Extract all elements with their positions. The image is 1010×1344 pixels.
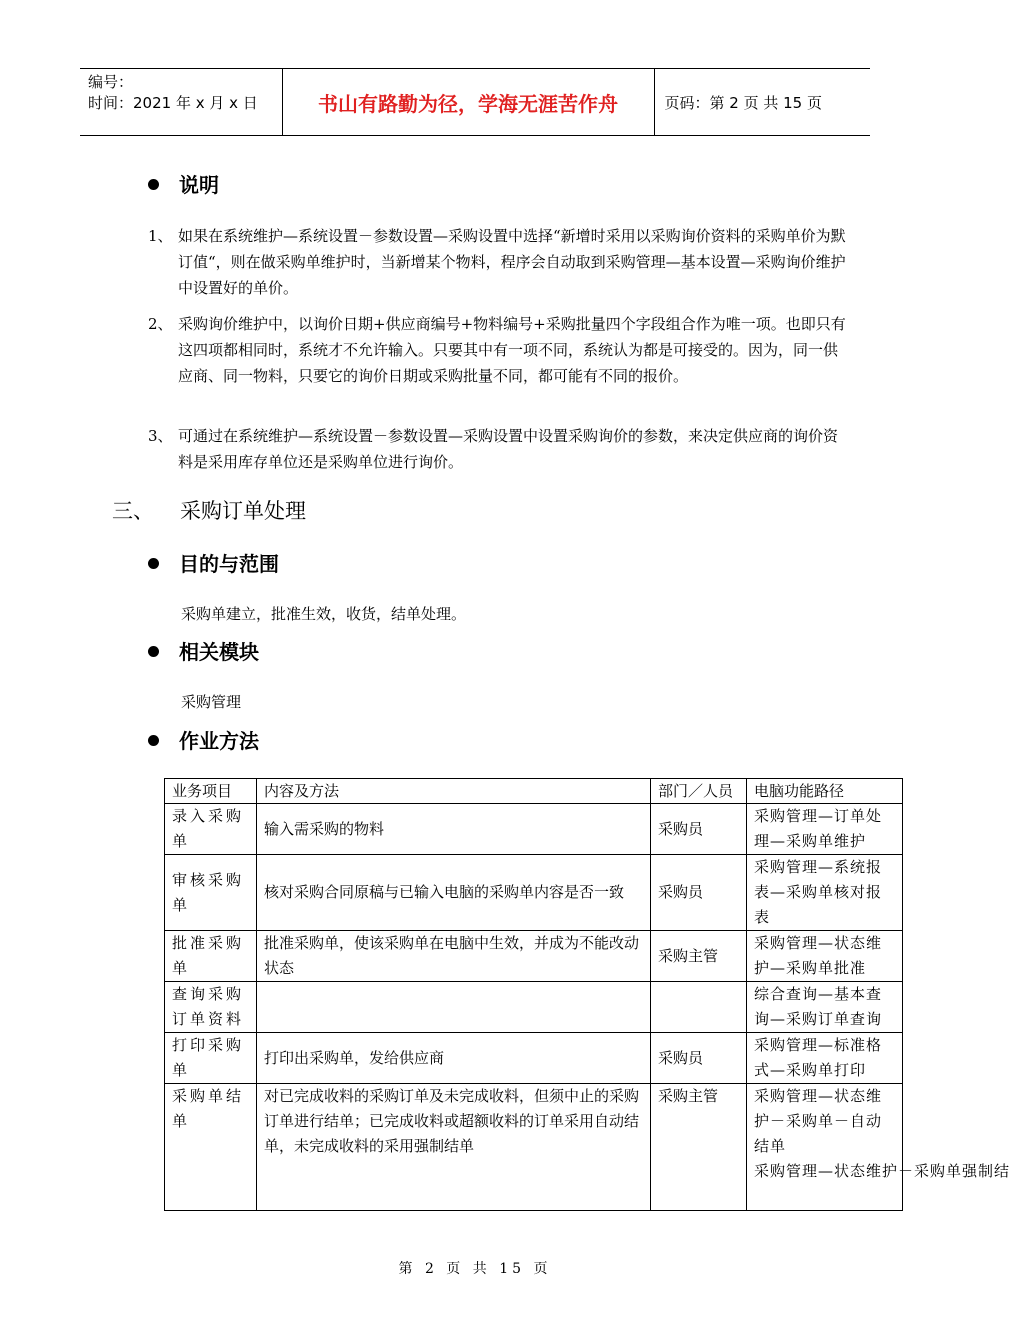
note-item-2 [148,311,848,389]
cell-path [747,1084,1010,1211]
table-row [165,982,903,1033]
purpose-text: 采购单建立，批准生效，收货，结单处理。 [181,605,467,623]
note-number: 3、 [148,427,173,445]
cell-dept: 采购员 [651,855,747,931]
procedure-table [164,778,1010,1211]
note-text: 如果在系统维护—系统设置－参数设置—采购设置中选择“新增时采用以采购询价资料的采购单价为默订值“，则在做采购单维护时，当新增某个物料，程序会自动取到采购管理—基本设置—采购询价维护中设置好的单价。 [178,227,846,297]
notes-heading-text: 说明 [179,173,219,197]
column-header: 业务项目 [165,779,257,804]
cell-path: 采购管理—订单处理—采购单维护 [747,804,903,855]
table-header-row [165,779,903,804]
purpose-heading-text: 目的与范围 [179,552,279,576]
column-header: 电脑功能路径 [747,779,903,804]
cell-path: 采购管理—状态维护—采购单批准 [747,931,903,982]
table-row [165,931,903,982]
bullet-icon [148,646,159,657]
method-heading [148,727,259,755]
modules-text: 采购管理 [181,693,242,711]
cell-path: 采购管理—系统报表—采购单核对报表 [747,855,903,931]
doc-number-label: 编号： [88,73,134,91]
bullet-icon [148,558,159,569]
note-item-3 [148,423,848,475]
header-motto-cell [282,69,654,136]
cell-path: 采购管理—标准格式—采购单打印 [747,1033,903,1084]
section-title-text: 采购订单处理 [180,499,306,523]
modules-heading [148,638,259,666]
table-row [165,1033,903,1084]
cell-content: 对已完成收料的采购订单及未完成收料，但须中止的采购订单进行结单；已完成收料或超额收料的订单采用自动结单，未完成收料的采用强制结单 [257,1084,651,1211]
notes-heading [148,171,219,199]
note-text: 采购询价维护中，以询价日期+供应商编号+物料编号+采购批量四个字段组合作为唯一项。也即只有这四项都相同时，系统才不允许输入。只要其中有一项不同，系统认为都是可接受的。因为，同一供应商、同一物料，只要它的询价日期或采购批量不同，都可能有不同的报价。 [178,315,846,385]
page-footer: 第 2 页 共 15 页 [398,1261,552,1277]
note-number: 2、 [148,315,173,333]
cell-dept: 采购员 [651,804,747,855]
table-row [165,1084,903,1211]
section-title [112,496,306,526]
cell-content: 核对采购合同原稿与已输入电脑的采购单内容是否一致 [257,855,651,931]
cell-content: 输入需采购的物料 [257,804,651,855]
page-info: 页码：第 2 页 共 15 页 [654,69,870,136]
note-number: 1、 [148,227,173,245]
bullet-icon [148,735,159,746]
cell-item: 录入采购单 [165,804,257,855]
bullet-icon [148,179,159,190]
date-label: 时间：2021 年 x 月 x 日 [88,94,258,112]
motto: 书山有路勤为径，学海无涯苦作舟 [318,91,618,116]
purpose-heading [148,550,279,578]
cell-item: 批准采购单 [165,931,257,982]
cell-item: 查询采购订单资料 [165,982,257,1033]
cell-content: 打印出采购单，发给供应商 [257,1033,651,1084]
cell-path-line: 采购管理—状态维护－采购单强制结 [754,1162,1010,1180]
cell-path: 综合查询—基本查询—采购订单查询 [747,982,903,1033]
cell-content [257,982,651,1033]
cell-content: 批准采购单，使该采购单在电脑中生效，并成为不能改动状态 [257,931,651,982]
note-text: 可通过在系统维护—系统设置－参数设置—采购设置中设置采购询价的参数，来决定供应商的询价资料是采用库存单位还是采购单位进行询价。 [178,427,839,471]
modules-heading-text: 相关模块 [179,640,259,664]
cell-path-line: 采购管理—状态维护－采购单－自动结单 [754,1087,883,1155]
header-meta [80,69,282,136]
cell-item: 打印采购单 [165,1033,257,1084]
column-header: 内容及方法 [257,779,651,804]
cell-dept: 采购员 [651,1033,747,1084]
cell-item: 审核采购单 [165,855,257,931]
cell-dept [651,982,747,1033]
page-header [80,68,870,136]
note-item-1 [148,223,848,301]
section-number: 三、 [112,499,154,523]
table-row [165,855,903,931]
cell-dept: 采购主管 [651,931,747,982]
column-header: 部门／人员 [651,779,747,804]
table-row [165,804,903,855]
cell-dept: 采购主管 [651,1084,747,1211]
method-heading-text: 作业方法 [179,729,259,753]
cell-item: 采购单结单 [165,1084,257,1211]
